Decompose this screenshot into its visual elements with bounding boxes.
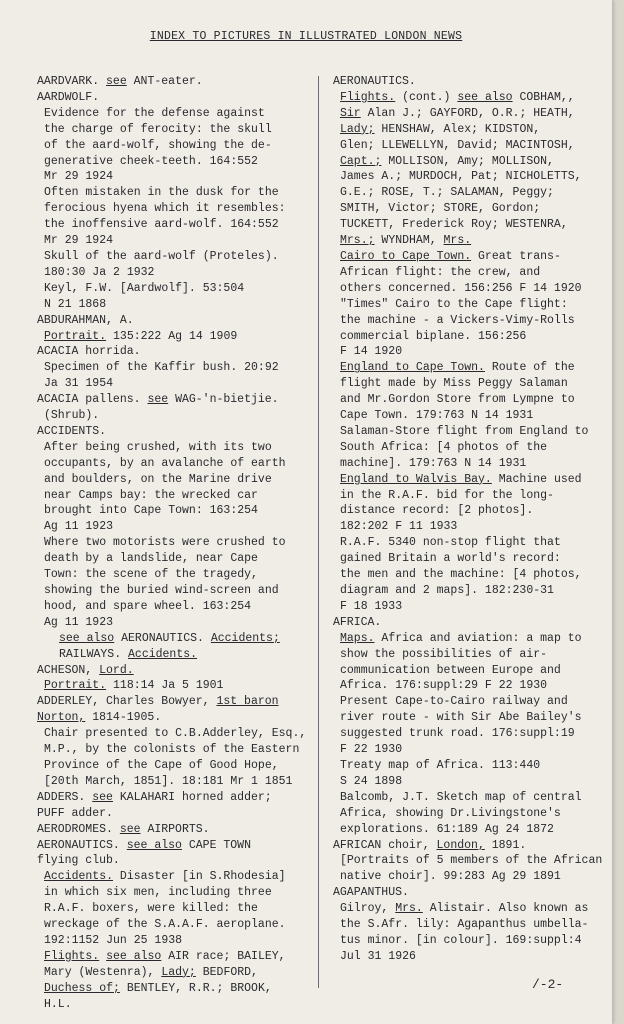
subentry-text: [Portraits of 5 members of the African native choir]. 99:283 Ag 29 1891 [340,854,603,884]
subentry-text: Balcomb, J.T. Sketch map of central Africa, showing Dr.Livingstone's explorations. 61:189 Ag 24 1872 [340,790,582,836]
subentry-text: Maps. Africa and aviation: a map to show the possibilities of air- communication between Europe and Africa. 176:suppl:29 F 22 1930 [340,631,582,693]
right-column [333,74,608,965]
subentry-text: England to Walvis Bay. Machine used in the R.A.F. bid for the long- distance record: [2 photos]. 182:202 F 11 1933 [340,472,582,534]
entry-acacia-horrida: ACACIA horrida. [37,345,141,359]
subentry-text: Where two motorists were crushed to death by a landslide, near Cape Town: the scene of the tragedy, showing the buried wind-screen and hood, and spare wheel. 163:254 Ag 11 1923 [44,536,286,629]
subentry-text: England to Cape Town. Route of the flight made by Miss Peggy Salaman and Mr.Gordon Store from Lympne to Cape Town. 179:763 N 14 1931 [340,361,575,423]
column-divider [318,76,319,988]
subentry-text: Evidence for the defense against the charge of ferocity: the skull of the aard-wolf, showing the de- generative cheek-teeth. 164:552 Mr 29 1924 [44,106,272,184]
see-also-reference: see also AERONAUTICS. Accidents; RAILWAYS. Accidents. [59,631,280,661]
subentry-text: Skull of the aard-wolf (Proteles). 180:30 Ja 2 1932 [44,249,279,279]
entry-acheson: ACHESON, Lord. [37,663,134,677]
subentry-text: Flights. (cont.) see also COBHAM,, Sir Alan J.; GAYFORD, O.R.; HEATH, Lady; HENSHAW, Alex; KIDSTON, Glen; LLEWELLYN, David; MACINTOSH, Capt.; MOLLISON, Amy; MOLLISON, James A.; MURDOCH, Pat; NICHOLETTS, G.E.; ROSE, T.; SALAMAN, Peggy; SMITH, Victor; STORE, Gordon; TUCKETT, Frederick Roy; WESTENRA, Mrs.; WYNDHAM, Mrs. [340,90,582,248]
subentry-text: "Times" Cairo to the Cape flight: the machine - a Vickers-Vimy-Rolls commercial biplane. 156:256 F 14 1920 [340,297,575,359]
subentry-text: Flights. see also AIR race; BAILEY, Mary (Westenra), Lady; BEDFORD, Duchess of; BENTLEY, R.R.; BROOK, H.L. [44,949,286,1011]
entry-acacia-pallens: ACACIA pallens. see WAG-'n-bietjie. [37,393,279,407]
subentry-text: Cairo to Cape Town. Great trans- African flight: the crew, and others concerned. 156:256 F 14 1920 [340,249,582,295]
entry-aerodromes: AERODROMES. see AIRPORTS. [37,822,210,836]
subentry-text: R.A.F. 5340 non-stop flight that gained Britain a world's record: the men and the machine: [4 photos, diagram and 2 maps]. 182:230-31 F 18 1933 [340,536,582,613]
subentry-text: Keyl, F.W. [Aardwolf]. 53:504 N 21 1868 [44,281,245,311]
entry-african-choir: AFRICAN choir, London, 1891. [333,838,527,852]
entry-abdurahman: ABDURAHMAN, A. [37,313,134,327]
subentry-text: After being crushed, with its two occupants, by an avalanche of earth and boulders, on the Marine drive near Camps bay: the wrecked car brought into Cape Town: 163:254 Ag 11 1923 [44,440,286,534]
subentry-text: Treaty map of Africa. 113:440 S 24 1898 [340,758,541,788]
subentry-text: Accidents. Disaster [in S.Rhodesia] in which six men, including three R.A.F. boxers, were killed: the wreckage of the S.A.A.F. aeroplane. 192:1152 Jun 25 1938 [44,870,286,947]
entry-africa: AFRICA. [333,615,382,629]
left-column [37,74,313,1012]
entry-aardwolf: AARDWOLF. [37,90,100,104]
subentry-text: Gilroy, Mrs. Alistair. Also known as the S.Afr. lily: Agapanthus umbella- tus minor. [in colour]. 169:suppl:4 Jul 31 1926 [340,902,589,963]
subentry-text: Chair presented to C.B.Adderley, Esq., M.P., by the colonists of the Eastern Province of the Cape of Good Hope, [20th March, 1851]. 18:181 Mr 1 1851 [44,727,307,788]
entry-accidents: ACCIDENTS. [37,424,107,438]
entry-adderley: ADDERLEY, Charles Bowyer, 1st baron Norton, 1814-1905. [37,695,279,725]
page-title: INDEX TO PICTURES IN ILLUSTRATED LONDON NEWS [149,30,463,43]
subentry-text: Portrait. 135:222 Ag 14 1909 [44,329,238,343]
entry-aeronautics: AERONAUTICS. see also CAPE TOWN flying club. [37,838,251,868]
subentry-text: Salaman-Store flight from England to South Africa: [4 photos of the machine]. 179:763 N 14 1931 [340,424,589,470]
entry-aeronautics-cont: AERONAUTICS. [333,75,416,88]
entry-aardvark: AARDVARK. see ANT-eater. [37,75,203,88]
entry-adders: ADDERS. see KALAHARI horned adder; PUFF adder. [37,790,272,820]
subentry-text: Portrait. 118:14 Ja 5 1901 [44,679,224,693]
subentry-text: Present Cape-to-Cairo railway and river route - with Sir Abe Bailey's suggested trunk road. 176:suppl:19 F 22 1930 [340,695,582,757]
subentry-text: Often mistaken in the dusk for the ferocious hyena which it resembles: the inoffensive aard-wolf. 164:552 Mr 29 1924 [44,186,286,248]
page-number: /-2- [532,977,564,992]
subentry-text: (Shrub). [44,409,100,423]
entry-agapanthus: AGAPANTHUS. [333,886,409,900]
subentry-text: Specimen of the Kaffir bush. 20:92 Ja 31 1954 [44,361,279,391]
